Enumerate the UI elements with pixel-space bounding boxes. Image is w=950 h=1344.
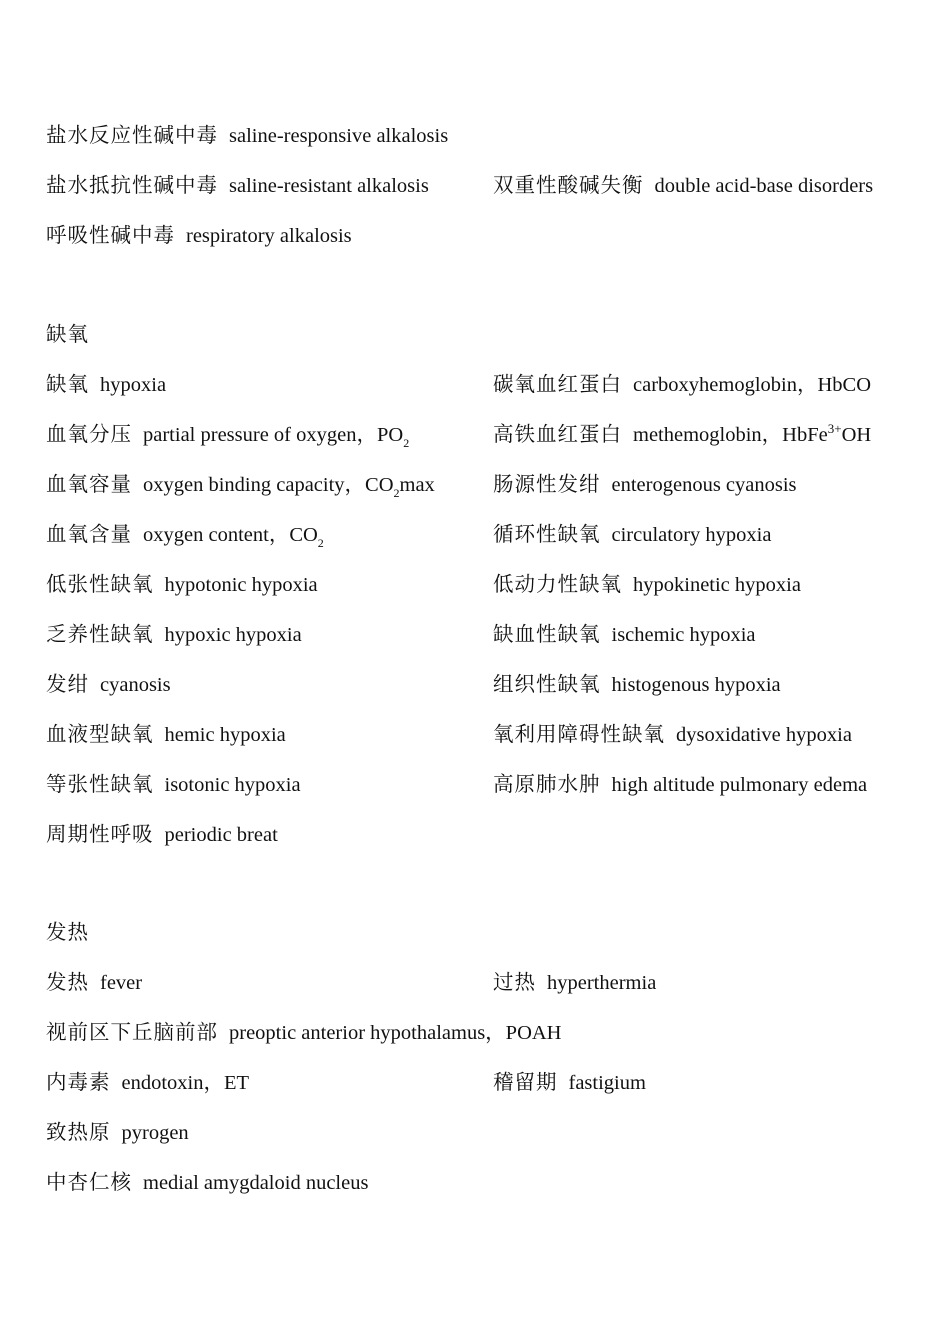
term-en: hypoxia bbox=[100, 374, 167, 396]
term-zh: 发绀 bbox=[46, 674, 89, 696]
subscript: 2 bbox=[317, 536, 324, 550]
term-en: cyanosis bbox=[100, 674, 171, 696]
term-entry bbox=[46, 174, 429, 198]
section-heading-fever bbox=[46, 921, 89, 945]
term-en: enterogenous cyanosis bbox=[611, 474, 797, 496]
term-entry bbox=[493, 373, 871, 397]
term-entry bbox=[46, 473, 435, 500]
term-en: saline-resistant alkalosis bbox=[229, 175, 429, 197]
term-en: preoptic anterior hypothalamus，POAH bbox=[229, 1022, 562, 1044]
term-entry bbox=[46, 773, 301, 797]
term-zh: 视前区下丘脑前部 bbox=[46, 1022, 218, 1044]
term-zh: 致热原 bbox=[46, 1122, 111, 1144]
term-en: endotoxin，ET bbox=[121, 1072, 250, 1094]
term-en: pyrogen bbox=[121, 1122, 189, 1144]
section-heading-text: 发热 bbox=[46, 922, 89, 944]
term-entry bbox=[493, 723, 852, 747]
term-zh: 肠源性发绀 bbox=[493, 474, 601, 496]
term-zh: 稽留期 bbox=[493, 1072, 558, 1094]
term-en: fastigium bbox=[568, 1072, 646, 1094]
term-zh: 低动力性缺氧 bbox=[493, 574, 622, 596]
term-zh: 盐水抵抗性碱中毒 bbox=[46, 175, 218, 197]
term-entry bbox=[46, 523, 324, 550]
term-en: ischemic hypoxia bbox=[611, 624, 756, 646]
term-en: fever bbox=[100, 972, 143, 994]
term-entry bbox=[493, 473, 797, 497]
term-zh: 碳氧血红蛋白 bbox=[493, 374, 622, 396]
term-en: carboxyhemoglobin，HbCO bbox=[633, 374, 871, 396]
term-en: hypokinetic hypoxia bbox=[633, 574, 801, 596]
term-zh: 缺血性缺氧 bbox=[493, 624, 601, 646]
term-en-text: partial pressure of oxygen，PO bbox=[143, 424, 404, 446]
term-zh: 高铁血红蛋白 bbox=[493, 424, 622, 446]
term-en bbox=[143, 524, 324, 550]
term-entry bbox=[46, 124, 448, 148]
term-entry bbox=[493, 573, 801, 597]
term-zh: 乏养性缺氧 bbox=[46, 624, 154, 646]
term-en: hemic hypoxia bbox=[164, 724, 286, 746]
term-entry bbox=[46, 723, 286, 747]
term-en: respiratory alkalosis bbox=[186, 225, 352, 247]
term-entry bbox=[493, 673, 781, 697]
term-en-text: methemoglobin，HbFe bbox=[633, 424, 828, 446]
term-entry bbox=[493, 1071, 646, 1095]
term-entry bbox=[493, 174, 873, 198]
term-entry bbox=[46, 673, 171, 697]
term-en-text: oxygen content，CO bbox=[143, 524, 318, 546]
term-zh: 血液型缺氧 bbox=[46, 724, 154, 746]
term-entry bbox=[493, 623, 756, 647]
term-en: hypoxic hypoxia bbox=[164, 624, 302, 646]
term-entry bbox=[493, 773, 867, 797]
term-en-tail: OH bbox=[841, 424, 872, 446]
term-en: dysoxidative hypoxia bbox=[676, 724, 852, 746]
term-zh: 呼吸性碱中毒 bbox=[46, 225, 175, 247]
term-zh: 缺氧 bbox=[46, 374, 89, 396]
term-en: saline-responsive alkalosis bbox=[229, 125, 449, 147]
term-entry bbox=[46, 1071, 249, 1095]
subscript: 2 bbox=[393, 486, 400, 500]
term-en bbox=[143, 474, 435, 500]
term-zh: 低张性缺氧 bbox=[46, 574, 154, 596]
superscript: 3+ bbox=[827, 421, 842, 437]
term-en bbox=[143, 424, 410, 450]
subscript: 2 bbox=[403, 436, 410, 450]
term-entry bbox=[46, 224, 352, 248]
section-heading-text: 缺氧 bbox=[46, 324, 89, 346]
term-zh: 血氧容量 bbox=[46, 474, 132, 496]
term-entry bbox=[46, 573, 318, 597]
term-zh: 血氧含量 bbox=[46, 524, 132, 546]
term-zh: 血氧分压 bbox=[46, 424, 132, 446]
term-entry bbox=[493, 423, 871, 447]
term-entry bbox=[493, 523, 771, 547]
term-entry bbox=[46, 1121, 189, 1145]
term-entry bbox=[46, 373, 166, 397]
term-en: high altitude pulmonary edema bbox=[611, 774, 868, 796]
term-en-text: oxygen binding capacity，CO bbox=[143, 474, 394, 496]
term-zh: 氧利用障碍性缺氧 bbox=[493, 724, 665, 746]
term-zh: 盐水反应性碱中毒 bbox=[46, 125, 218, 147]
term-entry bbox=[46, 823, 278, 847]
term-zh: 周期性呼吸 bbox=[46, 824, 154, 846]
term-zh: 等张性缺氧 bbox=[46, 774, 154, 796]
term-entry bbox=[46, 1021, 561, 1045]
term-entry bbox=[46, 423, 410, 450]
term-zh: 组织性缺氧 bbox=[493, 674, 601, 696]
term-entry bbox=[493, 971, 656, 995]
section-heading-hypoxia bbox=[46, 323, 89, 347]
term-en: circulatory hypoxia bbox=[611, 524, 772, 546]
term-en bbox=[633, 421, 872, 446]
term-en: double acid-base disorders bbox=[654, 175, 874, 197]
term-en: hypotonic hypoxia bbox=[164, 574, 318, 596]
term-zh: 内毒素 bbox=[46, 1072, 111, 1094]
term-zh: 高原肺水肿 bbox=[493, 774, 601, 796]
term-en: medial amygdaloid nucleus bbox=[143, 1172, 369, 1194]
term-zh: 中杏仁核 bbox=[46, 1172, 132, 1194]
term-en-tail: max bbox=[399, 474, 435, 496]
term-zh: 双重性酸碱失衡 bbox=[493, 175, 644, 197]
term-en: hyperthermia bbox=[547, 972, 657, 994]
term-entry bbox=[46, 971, 142, 995]
term-zh: 过热 bbox=[493, 972, 536, 994]
term-entry bbox=[46, 623, 302, 647]
term-en: isotonic hypoxia bbox=[164, 774, 301, 796]
term-zh: 发热 bbox=[46, 972, 89, 994]
term-zh: 循环性缺氧 bbox=[493, 524, 601, 546]
term-en: periodic breat bbox=[164, 824, 278, 846]
term-en: histogenous hypoxia bbox=[611, 674, 781, 696]
term-entry bbox=[46, 1171, 368, 1195]
